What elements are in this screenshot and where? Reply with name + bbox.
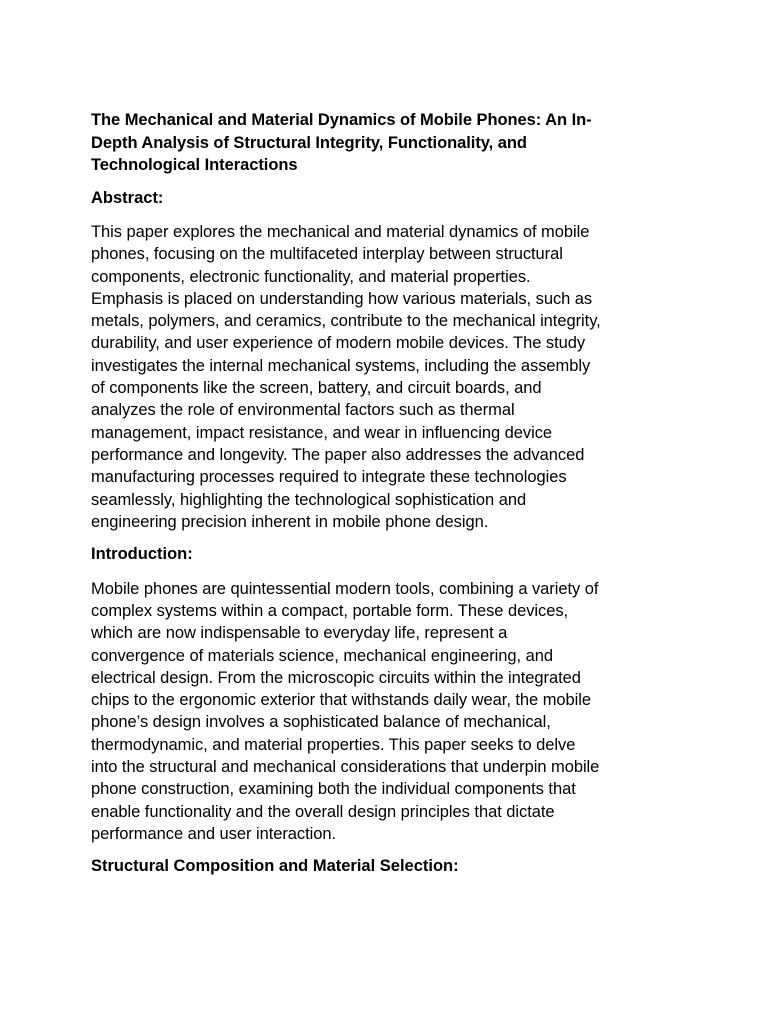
introduction-line: thermodynamic, and material properties. This paper seeks to delve	[91, 735, 576, 754]
introduction-line: complex systems within a compact, portable form. These devices,	[91, 601, 569, 620]
title-line: Depth Analysis of Structural Integrity, Functionality, and	[91, 133, 527, 152]
abstract-line: performance and longevity. The paper also addresses the advanced	[91, 445, 585, 464]
introduction-line: performance and user interaction.	[91, 824, 337, 843]
abstract-heading: Abstract:	[91, 188, 164, 207]
abstract-line: This paper explores the mechanical and material dynamics of mobile	[91, 223, 590, 241]
title-line: The Mechanical and Material Dynamics of Mobile Phones: An In-	[91, 111, 592, 129]
abstract-line: investigates the internal mechanical systems, including the assembly	[91, 356, 591, 375]
abstract-line: engineering precision inherent in mobile phone design.	[91, 512, 489, 531]
abstract-line: seamlessly, highlighting the technological sophistication and	[91, 490, 527, 509]
abstract-line: components, electronic functionality, and material properties.	[91, 267, 531, 286]
abstract-line: Emphasis is placed on understanding how various materials, such as	[91, 289, 593, 308]
abstract-line: manufacturing processes required to integrate these technologies	[91, 468, 567, 487]
introduction-line: Mobile phones are quintessential modern tools, combining a variety of	[91, 579, 599, 598]
abstract-paragraph	[91, 221, 691, 533]
introduction-line: enable functionality and the overall design principles that dictate	[91, 802, 555, 821]
document-page	[91, 109, 691, 890]
abstract-line: of components like the screen, battery, and circuit boards, and	[91, 379, 542, 398]
introduction-line: which are now indispensable to everyday life, represent a	[91, 624, 508, 643]
introduction-line: electrical design. From the microscopic circuits within the integrated	[91, 668, 581, 687]
introduction-line: phone’s design involves a sophisticated balance of mechanical,	[91, 713, 551, 732]
introduction-line: chips to the ergonomic exterior that withstands daily wear, the mobile	[91, 691, 592, 710]
introduction-heading: Introduction:	[91, 545, 193, 564]
abstract-line: phones, focusing on the multifaceted interplay between structural	[91, 245, 563, 264]
section-heading-structural-composition: Structural Composition and Material Selection:	[91, 857, 459, 876]
title-line: Technological Interactions	[91, 156, 298, 174]
abstract-line: analyzes the role of environmental factors such as thermal	[91, 401, 515, 420]
abstract-line: durability, and user experience of modern mobile devices. The study	[91, 334, 586, 353]
introduction-line: into the structural and mechanical considerations that underpin mobile	[91, 758, 600, 777]
introduction-line: convergence of materials science, mechanical engineering, and	[91, 646, 553, 665]
document-title	[91, 109, 691, 177]
introduction-line: phone construction, examining both the individual components that	[91, 780, 576, 799]
abstract-line: metals, polymers, and ceramics, contribute to the mechanical integrity,	[91, 312, 601, 331]
abstract-line: management, impact resistance, and wear in influencing device	[91, 423, 553, 442]
introduction-paragraph	[91, 578, 691, 846]
